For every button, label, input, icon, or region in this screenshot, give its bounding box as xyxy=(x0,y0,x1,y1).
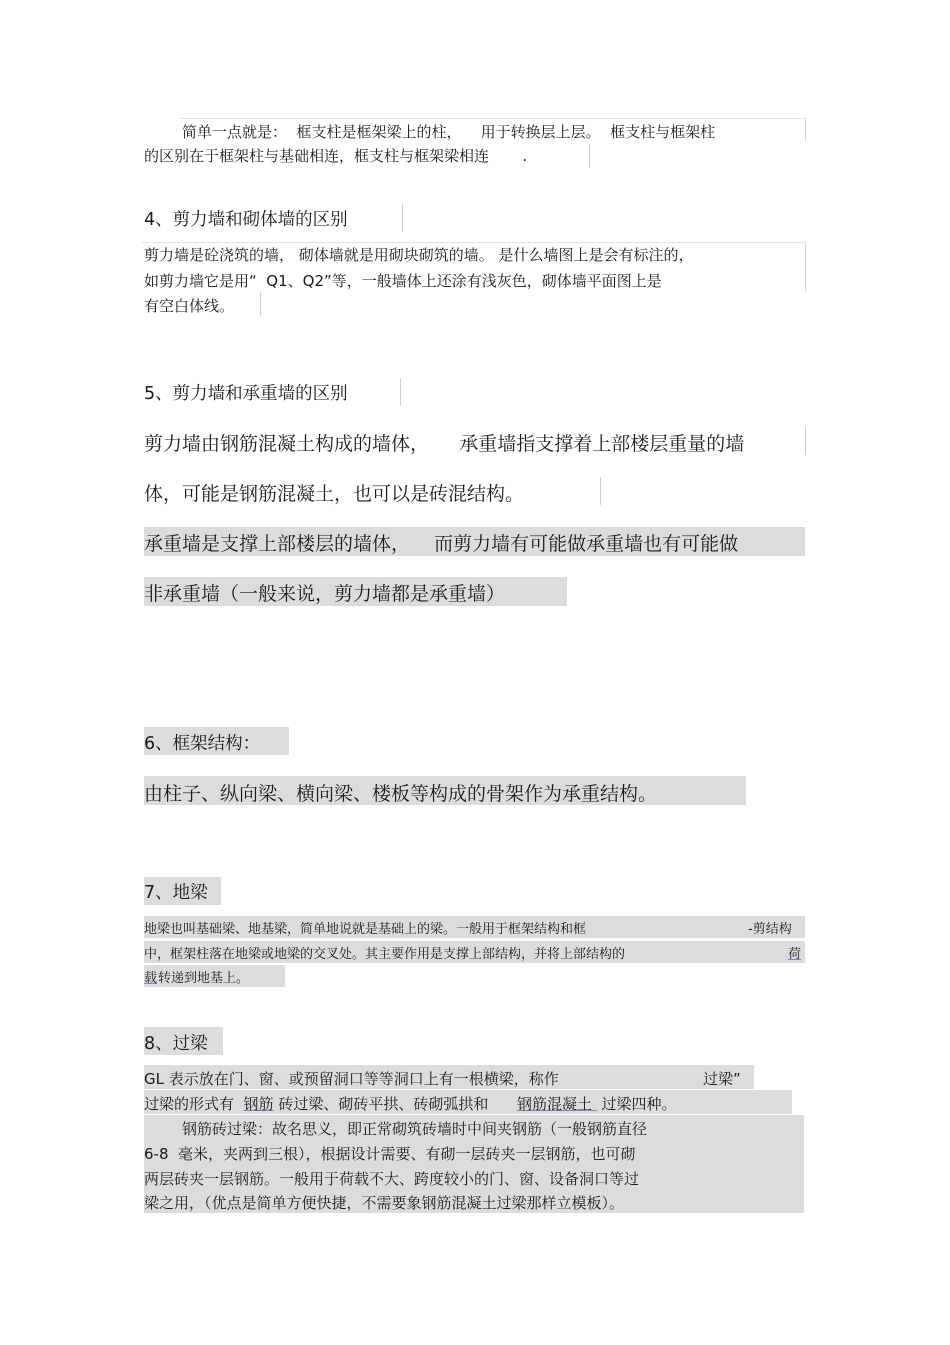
s8-line-2 xyxy=(144,1093,677,1114)
s7-line-3a-link[interactable]: 载 xyxy=(144,971,158,986)
s7-line-3b: 转递到地基上。 xyxy=(158,971,250,986)
reinforced-concrete-link[interactable]: 钢筋混凝土 xyxy=(516,1095,597,1113)
s7-line-1b: -剪结构 xyxy=(748,922,792,937)
rebar-link[interactable]: 钢筋 xyxy=(243,1095,274,1113)
s7-heading: 7、地梁 xyxy=(144,883,208,903)
intro-line-2: 的区别在于框架柱与基础相连，框支柱与框架梁相连 . xyxy=(144,147,528,165)
s8-line-3: 钢筋砖过梁：故名思义，即正常砌筑砖墙时中间夹钢筋（一般钢筋直径 xyxy=(182,1120,648,1138)
s4-line-1: 剪力墙是砼浇筑的墙， 砌体墙就是用砌块砌筑的墙。 是什么墙图上是会有标注的， xyxy=(144,246,694,264)
s7-line-2a: 中，框架柱落在地梁或地梁的交叉处。其主要作用是支撑上部结构，并将上部结构的 xyxy=(144,947,626,962)
s7-line-2b-link[interactable]: 荷 xyxy=(788,947,802,962)
s7-line-1a: 地梁也叫基础梁、地基梁，简单地说就是基础上的梁。一般用于框架结构和框 xyxy=(144,922,587,937)
s5-line-1: 剪力墙由钢筋混凝土构成的墙体， 承重墙指支撑着上部楼层重量的墙 xyxy=(144,433,745,455)
s8-line-1b: 过梁” xyxy=(703,1070,741,1088)
s5-line-2: 体，可能是钢筋混凝土，也可以是砖混结构。 xyxy=(144,483,525,505)
s4-line-3: 有空白体线。 xyxy=(144,297,235,315)
s8-line-2c: 过梁四种。 xyxy=(596,1095,677,1113)
s5-heading: 5、剪力墙和承重墙的区别 xyxy=(144,384,348,404)
s8-line-2a: 过梁的形式有 xyxy=(144,1095,244,1113)
s8-line-5: 两层砖夹一层钢筋。一般用于荷载不大、跨度较小的门、窗、设备洞口等过 xyxy=(144,1170,640,1188)
s8-line-2b: 砖过梁、砌砖平拱、砖砌弧拱和 xyxy=(273,1095,517,1113)
intro-line-1: 简单一点就是： 框支柱是框架梁上的柱， 用于转换层上层。 框支柱与框架柱 xyxy=(182,123,716,141)
s6-heading: 6、框架结构： xyxy=(144,734,261,754)
s5-line-4: 非承重墙（一般来说，剪力墙都是承重墙） xyxy=(144,583,506,605)
s4-line-2: 如剪力墙它是用“ Q1、Q2”等，一般墙体上还涂有浅灰色，砌体墙平面图上是 xyxy=(144,272,662,290)
s8-line-1a: GL 表示放在门、窗、或预留洞口等等洞口上有一根横梁，称作 xyxy=(144,1070,559,1088)
s6-line: 由柱子、纵向梁、横向梁、楼板等构成的骨架作为承重结构。 xyxy=(144,783,658,805)
s5-line-3: 承重墙是支撑上部楼层的墙体， 而剪力墙有可能做承重墙也有可能做 xyxy=(144,533,739,555)
s8-line-6: 梁之用，（优点是简单方便快捷，不需要象钢筋混凝土过梁那样立模板）。 xyxy=(144,1194,625,1212)
s8-line-4: 6-8 毫米，夹两到三根），根据设计需要、有砌一层砖夹一层钢筋，也可砌 xyxy=(144,1145,636,1163)
s8-heading: 8、过梁 xyxy=(144,1034,208,1054)
s4-heading: 4、剪力墙和砌体墙的区别 xyxy=(144,210,348,230)
